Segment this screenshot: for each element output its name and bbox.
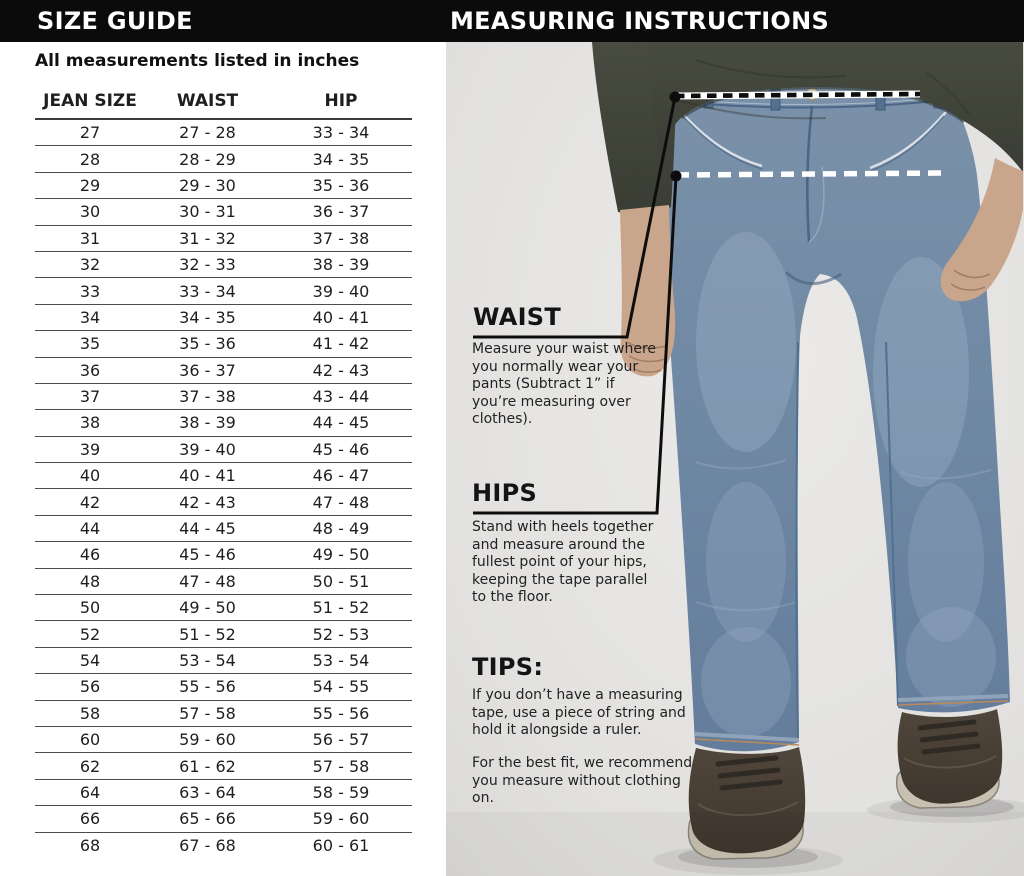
waist-cell: 37 - 38 [179, 387, 236, 407]
table-row [35, 621, 412, 647]
table-row [35, 727, 412, 753]
jean-size-cell: 60 [79, 730, 101, 750]
hip-cell: 52 - 53 [312, 624, 370, 644]
table-row [35, 358, 412, 384]
measurements-note: All measurements listed in inches [35, 51, 360, 71]
hip-cell: 54 - 55 [312, 677, 370, 697]
hip-cell: 57 - 58 [312, 756, 370, 776]
waist-cell: 59 - 60 [179, 730, 236, 750]
tips-instructions-1: If you don’t have a measuring tape, use a piece of string and hold it alongside a ruler. [472, 687, 686, 739]
hip-cell: 53 - 54 [312, 651, 370, 670]
jean-size-cell: 37 [79, 387, 101, 407]
waist-cell: 38 - 39 [179, 413, 236, 433]
table-row [35, 463, 412, 489]
jean-size-cell: 54 [79, 651, 101, 670]
jean-size-cell: 32 [79, 255, 101, 275]
waist-instructions: Measure your waist where you normally wear your pants (Subtract 1” if you’re measuring over clothes). [472, 341, 657, 428]
waist-cell: 63 - 64 [179, 782, 236, 802]
waist-cell: 33 - 34 [179, 281, 236, 301]
table-row [35, 701, 412, 727]
tips-instructions-2: For the best fit, we recommend you measure without clothing on. [472, 755, 693, 807]
waist-cell: 42 - 43 [179, 492, 236, 512]
jean-size-cell: 66 [79, 809, 101, 829]
hip-cell: 36 - 37 [312, 202, 370, 222]
table-row [35, 674, 412, 700]
hip-cell: 56 - 57 [312, 730, 370, 750]
jean-size-cell: 68 [79, 836, 101, 856]
waist-cell: 65 - 66 [179, 809, 236, 829]
waist-cell: 44 - 45 [179, 519, 236, 539]
table-row [35, 542, 412, 568]
measuring-instructions-title: MEASURING INSTRUCTIONS [450, 7, 830, 35]
jean-size-cell: 44 [79, 519, 101, 539]
jean-size-cell: 36 [79, 360, 101, 380]
hip-cell: 58 - 59 [312, 782, 370, 802]
table-row [35, 569, 412, 595]
jean-size-cell: 64 [79, 782, 101, 802]
hip-cell: 45 - 46 [312, 439, 370, 459]
jean-size-cell: 29 [79, 175, 101, 195]
jean-size-cell: 40 [79, 466, 101, 486]
waist-cell: 30 - 31 [179, 202, 236, 222]
waist-cell: 28 - 29 [179, 149, 236, 169]
table-row [35, 437, 412, 463]
jean-size-cell: 28 [79, 149, 101, 169]
table-row [35, 252, 412, 278]
hip-cell: 55 - 56 [312, 703, 370, 723]
table-row [35, 199, 412, 225]
hip-cell: 42 - 43 [312, 360, 370, 380]
hip-cell: 47 - 48 [312, 492, 370, 512]
jean-size-cell: 31 [79, 228, 101, 248]
size-guide-title: SIZE GUIDE [37, 7, 193, 35]
waist-cell: 36 - 37 [179, 360, 236, 380]
waist-cell: 40 - 41 [179, 466, 236, 486]
hips-heading: HIPS [472, 479, 538, 507]
table-row [35, 648, 412, 674]
waist-cell: 55 - 56 [179, 677, 236, 697]
waist-cell: 27 - 28 [179, 123, 236, 143]
measurement-photo [446, 42, 1024, 876]
hip-cell: 40 - 41 [312, 307, 370, 327]
table-row [35, 489, 412, 515]
jean-size-cell: 52 [79, 624, 101, 644]
waist-cell: 49 - 50 [179, 598, 236, 618]
table-row [35, 595, 412, 621]
hip-cell: 59 - 60 [312, 809, 370, 829]
table-row [35, 226, 412, 252]
table-row [35, 305, 412, 331]
waist-cell: 47 - 48 [179, 571, 236, 591]
table-row [35, 146, 412, 172]
waist-heading: WAIST [473, 303, 562, 331]
hip-cell: 37 - 38 [312, 228, 370, 248]
model-figure-illustration [446, 42, 1024, 876]
table-row [35, 384, 412, 410]
waist-cell: 31 - 32 [179, 228, 236, 248]
table-row [35, 278, 412, 304]
jean-size-cell: 35 [79, 334, 101, 354]
jean-size-cell: 42 [79, 492, 101, 512]
jean-size-cell: 62 [79, 756, 101, 776]
waist-cell: 53 - 54 [179, 651, 236, 670]
waist-cell: 57 - 58 [179, 703, 236, 723]
jean-size-cell: 39 [79, 439, 101, 459]
hip-cell: 60 - 61 [312, 836, 370, 856]
size-table-rows [35, 120, 412, 859]
hip-cell: 48 - 49 [312, 519, 370, 539]
waist-cell: 29 - 30 [179, 175, 236, 195]
hips-instructions: Stand with heels together and measure around the fullest point of your hips, keeping the tape parallel to the floor. [472, 519, 654, 606]
waist-cell: 39 - 40 [179, 439, 236, 459]
size-table-header [35, 84, 412, 120]
table-row [35, 173, 412, 199]
hip-cell: 49 - 50 [312, 545, 370, 565]
jean-size-cell: 46 [79, 545, 101, 565]
tips-heading: TIPS: [472, 653, 544, 681]
waist-cell: 61 - 62 [179, 756, 236, 776]
hip-cell: 50 - 51 [312, 571, 370, 591]
hip-cell: 51 - 52 [312, 598, 370, 618]
waist-section [473, 303, 561, 331]
jean-size-cell: 48 [79, 571, 101, 591]
table-row [35, 410, 412, 436]
waist-cell: 32 - 33 [179, 255, 236, 275]
hip-cell: 38 - 39 [312, 255, 370, 275]
tips-section [472, 653, 543, 681]
table-row [35, 120, 412, 146]
hip-cell: 34 - 35 [312, 149, 370, 169]
hip-cell: 39 - 40 [312, 281, 370, 301]
table-row [35, 753, 412, 779]
jean-size-cell: 50 [79, 598, 101, 618]
jean-size-cell: 30 [79, 202, 101, 222]
jean-size-cell: 27 [79, 123, 101, 143]
table-row [35, 780, 412, 806]
waist-cell: 51 - 52 [179, 624, 236, 644]
waist-cell: 34 - 35 [179, 307, 236, 327]
jean-size-column-header: JEAN SIZE [43, 91, 137, 111]
table-row [35, 833, 412, 859]
waist-cell: 45 - 46 [179, 545, 236, 565]
hip-cell: 46 - 47 [312, 466, 370, 486]
jean-size-cell: 58 [79, 703, 101, 723]
header-bar [0, 0, 1024, 42]
jean-size-cell: 56 [79, 677, 101, 697]
waist-cell: 35 - 36 [179, 334, 236, 354]
hip-cell: 35 - 36 [312, 175, 370, 195]
hips-section [472, 479, 537, 507]
jean-size-cell: 38 [79, 413, 101, 433]
jean-size-cell: 34 [79, 307, 101, 327]
hip-column-header: HIP [324, 91, 358, 111]
waist-column-header: WAIST [176, 91, 239, 111]
right-shoe [897, 709, 1002, 808]
hip-cell: 44 - 45 [312, 413, 370, 433]
waist-cell: 67 - 68 [179, 836, 236, 856]
table-row [35, 331, 412, 357]
size-table [35, 84, 412, 859]
floor-band [446, 812, 1024, 876]
table-row [35, 806, 412, 832]
table-row [35, 516, 412, 542]
hip-cell: 41 - 42 [312, 334, 370, 354]
hip-cell: 43 - 44 [312, 387, 370, 407]
jean-size-cell: 33 [79, 281, 101, 301]
hip-cell: 33 - 34 [312, 123, 370, 143]
